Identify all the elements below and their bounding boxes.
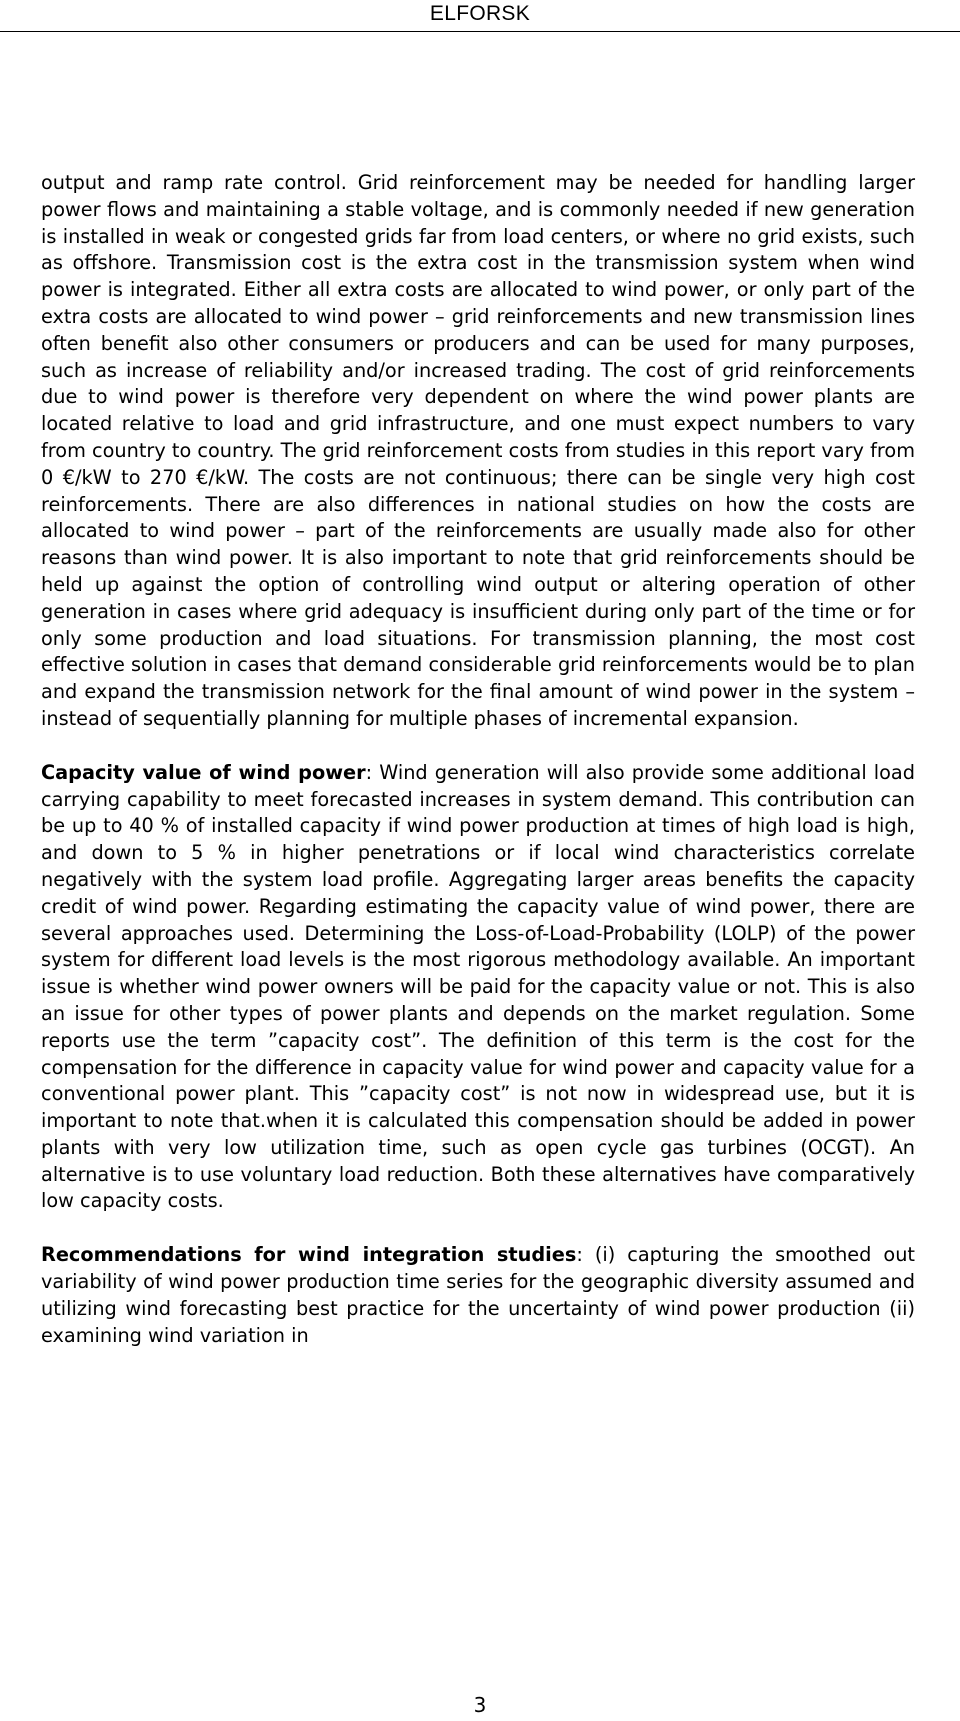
paragraph-text: : Wind generation will also provide some additional load carrying capability to meet forecasted increases in system demand. This contribution can be up to 40 % of installed capacity if wind power production at times of high load is high, and down to 5 % in higher penetrations or if local wind characteristics correlate negatively with the system load profile. Aggregating larger areas benefits the capacity credit of wind power. Regarding estimating the capacity value of wind power, there are several approaches used. Determining the Loss-of-Load-Probability (LOLP) of the power system for different load levels is the most rigorous methodology available. An important issue is whether wind power owners will be paid for the capacity value or not. This is also an issue for other types of power plants and depends on the market regulation. Some reports use the term ”capacity cost”. The definition of this term is the cost for the compensation for the difference in capacity value for wind power and capacity value for a conventional power plant. This ”capacity cost” is not now in widespread use, but it is important to note that.when it is calculated this compensation should be added in power plants with very low utilization time, such as open cycle gas turbines (OCGT). An alternative is to use voluntary load reduction. Both these alternatives have comparatively low capacity costs.: [41, 760, 915, 1213]
paragraph-recommendations: [41, 1242, 915, 1349]
paragraph-heading: Capacity value of wind power: [41, 760, 366, 784]
document-body: [41, 170, 915, 1349]
page-number: 3: [473, 1693, 487, 1717]
paragraph-text: : (i) capturing the smoothed out variability of wind power production time series for the geographic diversity assumed and utilizing wind forecasting best practice for the uncertainty of wind power production (ii) examining wind variation in: [41, 1243, 915, 1347]
header-divider: [0, 31, 960, 32]
paragraph-heading: Recommendations for wind integration studies: [41, 1243, 577, 1267]
paragraph-grid-reinforcement: [41, 170, 915, 733]
paragraph-text: output and ramp rate control. Grid reinforcement may be needed for handling larger power flows and maintaining a stable voltage, and is commonly needed if new generation is installed in weak or congested grids far from load centers, or where no grid exists, such as offshore. Transmission cost is the extra cost in the transmission system when wind power is integrated. Either all extra costs are allocated to wind power, or only part of the extra costs are allocated to wind power – grid reinforcements and new transmission lines often benefit also other consumers or producers and can be used for many purposes, such as increase of reliability and/or increased trading. The cost of grid reinforcements due to wind power is therefore very dependent on where the wind power plants are located relative to load and grid infrastructure, and one must expect numbers to vary from country to country. The grid reinforcement costs from studies in this report vary from 0 €/kW to 270 €/kW. The costs are not continuous; there can be single very high cost reinforcements. There are also differences in national studies on how the costs are allocated to wind power – part of the reinforcements are usually made also for other reasons than wind power. It is also important to note that grid reinforcements should be held up against the option of controlling wind output or altering operation of other generation in cases where grid adequacy is insufficient during only part of the time or for only some production and load situations. For transmission planning, the most cost effective solution in cases that demand considerable grid reinforcements would be to plan and expand the transmission network for the final amount of wind power in the system – instead of sequentially planning for multiple phases of incremental expansion.: [41, 171, 915, 730]
page-header: [0, 0, 960, 34]
paragraph-capacity-value: [41, 760, 915, 1216]
header-title: ELFORSK: [429, 2, 531, 25]
